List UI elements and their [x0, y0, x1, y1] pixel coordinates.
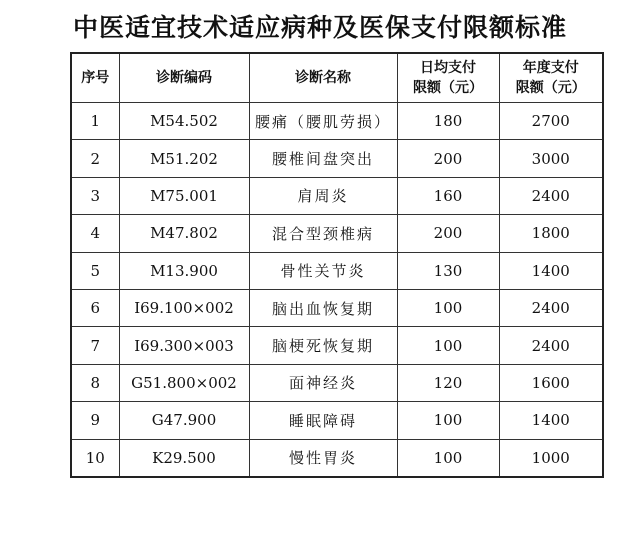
header-annual-limit-line1: 年度支付: [522, 60, 579, 76]
cell-serial-number: 6: [71, 289, 119, 326]
cell-diagnosis-code: M75.001: [119, 177, 249, 214]
table-row: [71, 252, 603, 289]
table-body: [71, 103, 603, 477]
cell-daily-limit: 120: [397, 364, 499, 401]
table-row: [71, 103, 603, 140]
cell-annual-limit: 1400: [499, 402, 603, 439]
cell-diagnosis-code: I69.300×003: [119, 327, 249, 364]
cell-annual-limit: 3000: [499, 140, 603, 177]
table-row: [71, 289, 603, 326]
cell-diagnosis-code: G47.900: [119, 402, 249, 439]
cell-diagnosis-name: 脑梗死恢复期: [249, 327, 397, 364]
cell-daily-limit: 130: [397, 252, 499, 289]
cell-serial-number: 2: [71, 140, 119, 177]
cell-daily-limit: 160: [397, 177, 499, 214]
header-diagnosis-code: 诊断编码: [119, 53, 249, 103]
header-row: [71, 53, 603, 103]
header-daily-limit: [397, 53, 499, 103]
cell-annual-limit: 2700: [499, 103, 603, 140]
cell-diagnosis-code: K29.500: [119, 439, 249, 477]
cell-annual-limit: 1800: [499, 215, 603, 252]
header-annual-limit: [499, 53, 603, 103]
table-row: [71, 177, 603, 214]
cell-diagnosis-name: 面神经炎: [249, 364, 397, 401]
cell-diagnosis-name: 骨性关节炎: [249, 252, 397, 289]
cell-serial-number: 8: [71, 364, 119, 401]
cell-serial-number: 3: [71, 177, 119, 214]
cell-daily-limit: 200: [397, 140, 499, 177]
cell-diagnosis-code: G51.800×002: [119, 364, 249, 401]
table-row: [71, 439, 603, 477]
cell-annual-limit: 2400: [499, 289, 603, 326]
cell-diagnosis-name: 混合型颈椎病: [249, 215, 397, 252]
cell-serial-number: 1: [71, 103, 119, 140]
cell-diagnosis-name: 慢性胃炎: [249, 439, 397, 477]
cell-serial-number: 10: [71, 439, 119, 477]
cell-diagnosis-name: 肩周炎: [249, 177, 397, 214]
header-serial-number: 序号: [71, 53, 119, 103]
header-daily-limit-line2: 限额（元）: [413, 80, 483, 96]
table-row: [71, 364, 603, 401]
table-row: [71, 215, 603, 252]
table-row: [71, 140, 603, 177]
cell-diagnosis-code: I69.100×002: [119, 289, 249, 326]
cell-diagnosis-code: M47.802: [119, 215, 249, 252]
cell-daily-limit: 180: [397, 103, 499, 140]
cell-daily-limit: 100: [397, 402, 499, 439]
cell-serial-number: 4: [71, 215, 119, 252]
cell-diagnosis-code: M13.900: [119, 252, 249, 289]
cell-annual-limit: 2400: [499, 327, 603, 364]
cell-diagnosis-name: 腰椎间盘突出: [249, 140, 397, 177]
cell-diagnosis-code: M54.502: [119, 103, 249, 140]
cell-annual-limit: 2400: [499, 177, 603, 214]
payment-limit-table: [70, 52, 604, 478]
cell-serial-number: 7: [71, 327, 119, 364]
cell-annual-limit: 1600: [499, 364, 603, 401]
table-header: [71, 53, 603, 103]
table-row: [71, 327, 603, 364]
cell-annual-limit: 1400: [499, 252, 603, 289]
header-daily-limit-line1: 日均支付: [420, 60, 476, 76]
header-annual-limit-line2: 限额（元）: [515, 80, 586, 96]
table-row: [71, 402, 603, 439]
cell-serial-number: 5: [71, 252, 119, 289]
cell-diagnosis-code: M51.202: [119, 140, 249, 177]
cell-annual-limit: 1000: [499, 439, 603, 477]
cell-diagnosis-name: 脑出血恢复期: [249, 289, 397, 326]
cell-diagnosis-name: 睡眠障碍: [249, 402, 397, 439]
cell-serial-number: 9: [71, 402, 119, 439]
cell-daily-limit: 100: [397, 327, 499, 364]
document-title: 中医适宜技术适应病种及医保支付限额标准: [72, 13, 567, 42]
cell-daily-limit: 100: [397, 289, 499, 326]
cell-diagnosis-name: 腰痛（腰肌劳损）: [249, 103, 397, 140]
cell-daily-limit: 100: [397, 439, 499, 477]
cell-daily-limit: 200: [397, 215, 499, 252]
header-diagnosis-name: 诊断名称: [249, 53, 397, 103]
